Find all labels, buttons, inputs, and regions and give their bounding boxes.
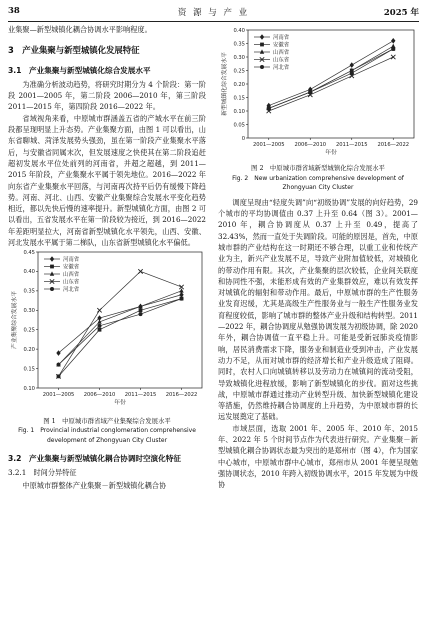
legend-label: 河南省: [273, 34, 290, 41]
subsection-heading: 3.1 产业集聚与新型城镇化综合发展水平: [8, 65, 151, 75]
paragraph: 市域层面，选取 2001 年、2005 年、2010 年、2015 年、2022 年 5 个时间节点作为代表进行研究。产业集聚－新型城镇化耦合协调状态最为突出的是郑州市（图 4），作为国家中心城市，中原城市群中心城市，郑州市从 2001 年便呈现勉强协调状态，2010 年跨入初级协调水平，2015 年发展为中级协: [218, 423, 418, 490]
legend-marker: [260, 34, 264, 40]
data-point: [391, 47, 395, 51]
right-column: [218, 26, 418, 491]
series-line: [59, 291, 182, 365]
subsection-heading: 3.2 产业集聚与新型城镇化耦合协调时空演化特征: [8, 454, 181, 464]
data-point: [350, 62, 354, 68]
y-tick-label: 0.30: [23, 308, 35, 315]
data-point: [308, 90, 312, 94]
data-point: [139, 309, 143, 313]
data-point: [180, 297, 184, 301]
figure-1: [8, 248, 206, 445]
y-tick-label: 0.40: [23, 269, 35, 276]
y-tick-label: 0.40: [233, 27, 245, 34]
series-line: [59, 295, 182, 353]
paragraph: 业集聚—新型城镇化耦合协调水平影响程度。: [8, 25, 152, 34]
x-tick-label: 2001—2005: [252, 142, 285, 148]
y-tick-label: 0.15: [233, 95, 245, 102]
left-column: [8, 24, 206, 491]
data-point: [138, 270, 142, 274]
legend-label: 河南省: [63, 257, 80, 264]
figure-1-chart: [8, 248, 206, 413]
figure-1-caption-en: Fig. 1 Provincial industrial conglomeration comprehensive: [18, 427, 196, 435]
journal-name: 资 源 与 产 业: [177, 8, 250, 18]
y-tick-label: 0.20: [23, 347, 35, 354]
x-tick-label: 2011—2015: [124, 392, 157, 399]
data-point: [139, 313, 143, 317]
data-point: [56, 351, 60, 357]
paragraph: 为准确分析波动趋势，将研究时期分为 4 个阶段：第一阶段 2001—2005 年，第二阶段 2006—2010 年，第三阶段 2011—2015 年，第四阶段 2016—2022 年。: [8, 79, 206, 112]
legend-marker: [260, 49, 264, 53]
y-tick-label: 0.20: [233, 81, 245, 88]
data-point: [267, 106, 271, 110]
y-tick-label: 0.25: [233, 68, 245, 75]
journal-year: 2025 年: [383, 8, 419, 18]
data-point: [391, 55, 395, 59]
legend-label: 河北省: [273, 64, 290, 71]
running-header: [8, 6, 419, 20]
paragraph: 中原城市群整体产业集聚－新型城镇化耦合协: [22, 480, 167, 490]
legend-marker: [50, 257, 54, 263]
x-axis-label: 年份: [114, 400, 126, 407]
paragraph: 省域视角来看，中原城市群涵盖五省的产城水平在前三阶段都呈现明显上升态势。产业集聚方面，由图 1 可以看出，山东省聊城、菏泽发展势头强劲，虽在第一阶段产业集聚水平落后，与安徽省同属末次，但发展速度之快使其在第二阶段追赶超初发展水平位处前列的河南省，并超之超越，到 2011—2015 年阶段，产业集聚水平属于领先地位。2016—2022 年向东省产业集聚水平回落，与河南再次持平后仍有缓慢下降趋势。河南、河北、山西、安徽产业集聚综合发展水平变化趋势相近，都以先快后慢的速率提升。新型城镇化方面，由图 2 可以看出，五省发展水平在第一阶段较为接近，到 2016—2022 年差距明显拉大，河南省新型城镇化水平领先，山西、安徽、河北发展水平属于第二梯队，山东省新型城镇化水平偏低。: [8, 113, 206, 248]
figure-2-caption-en: Fig. 2 New urbanization comprehensive development of: [232, 174, 404, 182]
legend-label: 安徽省: [63, 264, 80, 271]
y-tick-label: 0.15: [23, 366, 35, 373]
x-tick-label: 2006—2010: [83, 392, 116, 399]
y-axis-label: 产业集聚综合发展水平: [12, 291, 18, 350]
y-tick-label: 0: [241, 135, 245, 142]
legend-marker: [260, 65, 264, 69]
data-point: [98, 324, 102, 328]
section-heading: 3 产业集聚与新型城镇化发展特征: [8, 45, 140, 56]
x-tick-label: 2001—2005: [42, 392, 75, 399]
figure-2-caption: 图 2 中原城市群省域新型城镇化综合发展水平: [251, 164, 385, 173]
y-tick-label: 0.25: [23, 327, 35, 334]
y-tick-label: 0.05: [233, 122, 245, 129]
y-tick-label: 0.35: [233, 41, 245, 48]
data-point: [97, 308, 101, 312]
figure-1-caption: 图 1 中原城市群省域产业集聚综合发展水平: [43, 416, 171, 425]
legend-marker: [50, 287, 54, 291]
paragraph: 调度呈现由“轻度失调”向“初级协调”发展的向好趋势，29 个城市的平均协调值由 0.37 上升至 0.64（图 3）。2001—2010 年，耦合协调度从 0.37 上升至 0.49，提高了 32.43%，然而一直处于失调阶段。可能的原因是，首先，中原城市群的产业结构在这一时期还不够合理，以重工业和传统产业为主，新兴产业发展不足，导致产业附加值较低，对城镇化的带动作用有限。其次，产业集聚的层次较低，企业间关联度和协同性不强，未能形成有效的产业集群效应，难以有效发挥对城镇化的辐射和带动作用。最后，中原城市群的生产性服务业发育迟缓，尤其是高级生产性服务业与一般生产性服务业发育程度较低，影响了城市群的整体产业升级和结构转型。2011—2022 年，耦合协调度从勉强协调发展为初级协调，除 2020 年外，耦合协调值一直平稳上升。可能是受新冠肺炎疫情影响，居民消费需求下降，服务业和制造业受到冲击，产业发展动力不足，从而对城市群的经济增长和产业升级造成了阻碍。同时，农村人口向城镇转移以及劳动力在城镇间的流动受阻，导致城镇化进程放缓，影响了新型城镇化的步伐。面对这些挑战，中原城市群通过推动产业转型升级、加快新型城镇化建设等措施，仍然维持耦合协调度的上升趋势，为中原城市群的长远发展奠定了基础。: [218, 197, 418, 422]
y-tick-label: 0.10: [23, 386, 35, 393]
legend-label: 河北省: [63, 287, 80, 294]
data-point: [57, 363, 61, 367]
legend-label: 山西省: [63, 272, 80, 279]
legend-label: 山东省: [273, 57, 290, 64]
x-tick-label: 2006—2010: [294, 142, 327, 148]
data-point: [350, 71, 354, 75]
x-tick-label: 2016—2022: [377, 142, 410, 148]
figure-1-caption-en-2: development of Zhongyuan City Cluster: [46, 436, 168, 444]
legend-label: 山西省: [273, 49, 290, 56]
legend-label: 山东省: [63, 279, 80, 286]
data-point: [391, 38, 395, 44]
header-rule: [8, 21, 419, 22]
y-tick-label: 0.30: [233, 54, 245, 61]
y-tick-label: 0.10: [233, 108, 245, 115]
page-number: 38: [8, 6, 20, 16]
legend-marker: [50, 272, 54, 276]
legend-label: 安徽省: [273, 42, 290, 49]
figure-2: [218, 26, 418, 193]
y-tick-label: 0.45: [23, 250, 35, 257]
legend-marker: [260, 43, 264, 47]
figure-2-chart: [218, 26, 418, 161]
subsubsection-heading: 3.2.1 时间分异特征: [8, 468, 77, 478]
figure-2-caption-en-2: Zhongyuan City Cluster: [282, 184, 354, 192]
x-axis-label: 年份: [325, 150, 337, 156]
x-tick-label: 2016—2022: [165, 392, 198, 399]
data-point: [98, 328, 102, 332]
x-tick-label: 2011—2015: [335, 142, 368, 148]
y-tick-label: 0.35: [23, 289, 35, 296]
y-axis-label: 新型城镇化综合发展水平: [222, 52, 228, 116]
legend-marker: [50, 265, 54, 269]
series-line: [59, 299, 182, 365]
